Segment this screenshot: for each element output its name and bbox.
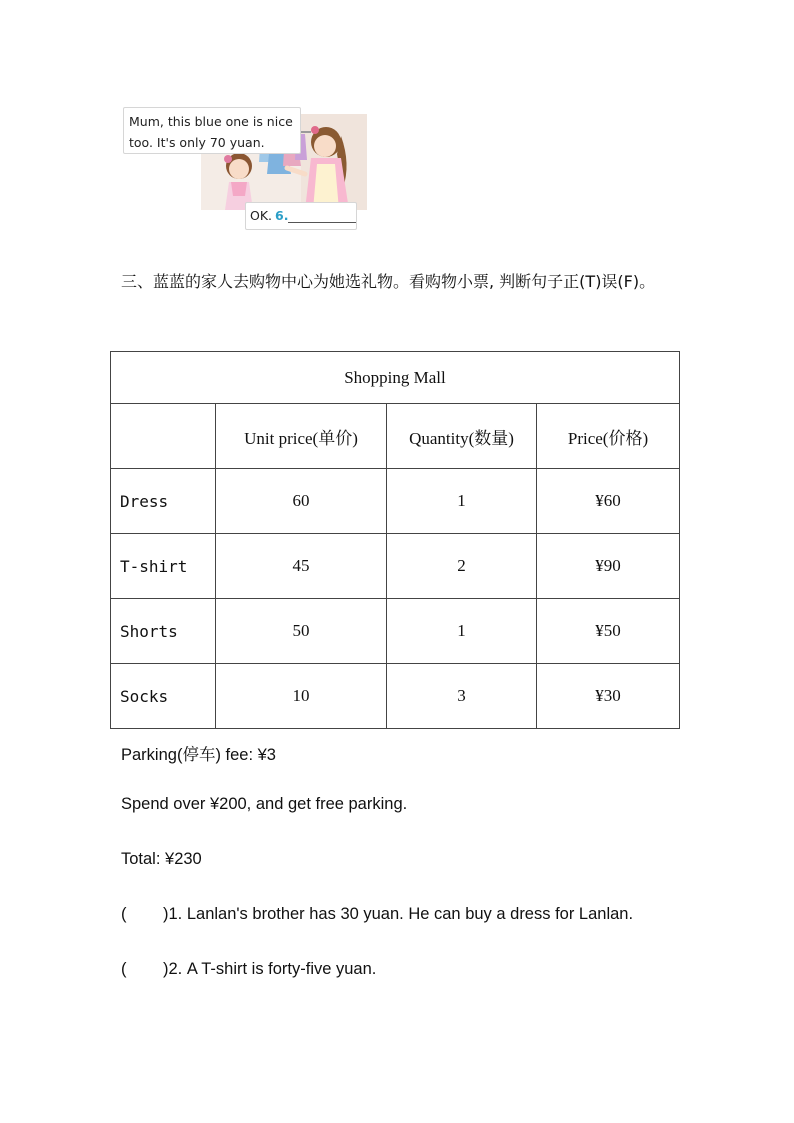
speech-bubble-girl [123, 107, 301, 154]
unit-price-cell: 60 [216, 469, 387, 534]
price-cell: ¥50 [537, 599, 680, 664]
unit-price-cell: 50 [216, 599, 387, 664]
unit-price-cell: 10 [216, 664, 387, 729]
header-empty [111, 404, 216, 469]
speech-bubble-mum [245, 202, 357, 230]
total-text: Total: ¥230 [121, 850, 202, 868]
table-title: Shopping Mall [111, 352, 680, 404]
shopping-receipt-table [110, 351, 680, 729]
free-parking-text: Spend over ¥200, and get free parking. [121, 795, 408, 813]
price-cell: ¥60 [537, 469, 680, 534]
item-name: Shorts [111, 599, 216, 664]
header-quantity: Quantity(数量) [387, 404, 537, 469]
quantity-cell: 1 [387, 599, 537, 664]
answer-paren-close: )2. [163, 960, 183, 978]
question-2-text: A T-shirt is forty-five yuan. [186, 960, 377, 978]
blank-number: 6. [275, 208, 289, 223]
parking-fee-text: Parking(停车) fee: ¥3 [121, 746, 276, 764]
section-heading: 三、蓝蓝的家人去购物中心为她选礼物。看购物小票, 判断句子正(T)误(F)。 [121, 272, 656, 291]
quantity-cell: 2 [387, 534, 537, 599]
item-name: Dress [111, 469, 216, 534]
quantity-cell: 1 [387, 469, 537, 534]
price-cell: ¥30 [537, 664, 680, 729]
bubble-ok-text: OK. [250, 208, 273, 223]
answer-paren-close: )1. [163, 905, 183, 923]
table-row [111, 534, 680, 599]
table-row [111, 664, 680, 729]
question-2 [121, 960, 376, 979]
unit-price-cell: 45 [216, 534, 387, 599]
question-1-text: Lanlan's brother has 30 yuan. He can buy a dress for Lanlan. [186, 905, 634, 923]
answer-paren-open[interactable]: ( [121, 905, 127, 923]
quantity-cell: 3 [387, 664, 537, 729]
question-1 [121, 905, 633, 924]
bubble-line-1: Mum, this blue one is nice [129, 114, 293, 129]
answer-paren-open[interactable]: ( [121, 960, 127, 978]
table-row [111, 599, 680, 664]
item-name: T-shirt [111, 534, 216, 599]
table-row [111, 469, 680, 534]
comic-panel [123, 107, 368, 235]
item-name: Socks [111, 664, 216, 729]
price-cell: ¥90 [537, 534, 680, 599]
header-price: Price(价格) [537, 404, 680, 469]
answer-blank[interactable] [288, 208, 356, 223]
header-unit-price: Unit price(单价) [216, 404, 387, 469]
bubble-line-2: too. It's only 70 yuan. [129, 135, 265, 150]
